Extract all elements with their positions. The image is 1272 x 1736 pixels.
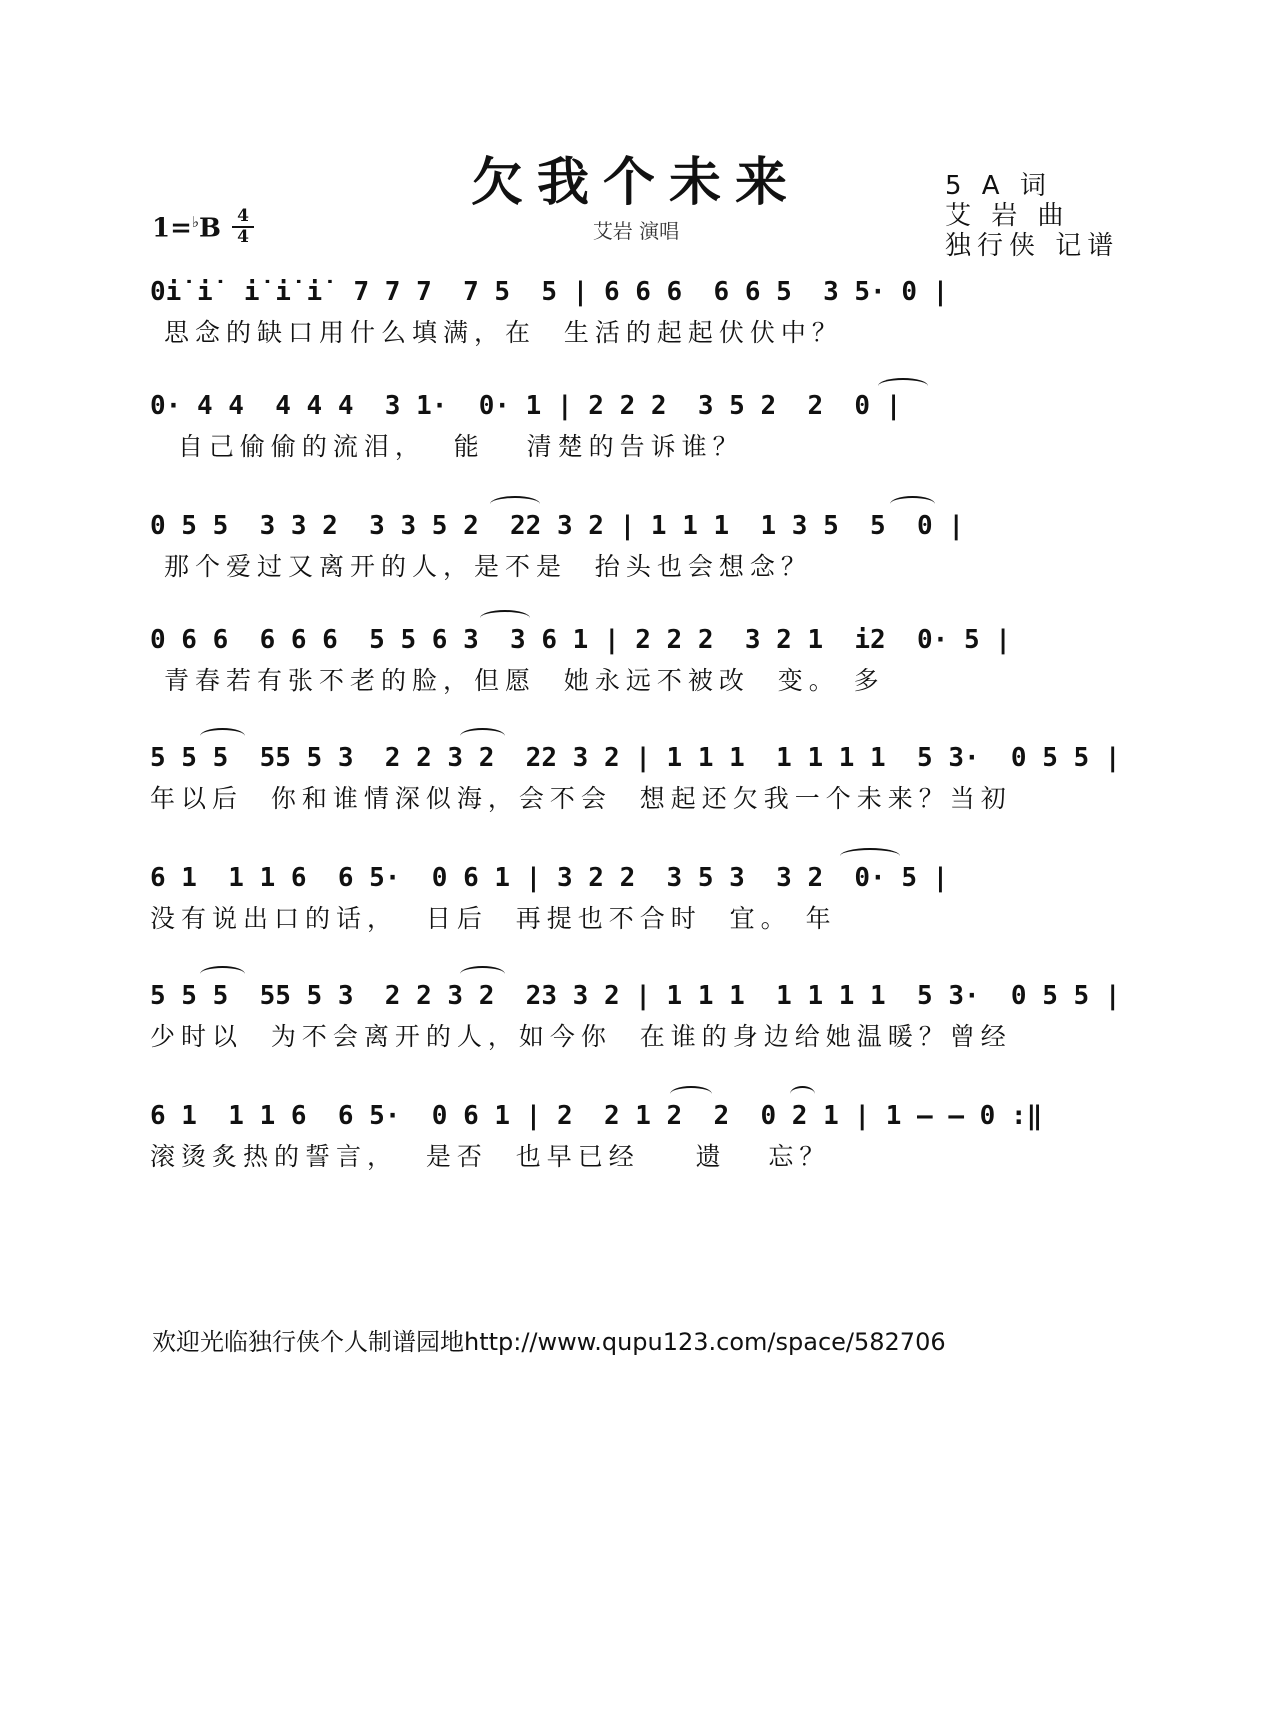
score-system-8 [150, 1096, 1110, 1174]
lyrics-line: 思念的缺口用什么填满，在 生活的起起伏伏中？ [150, 318, 843, 347]
transcriber-credit: 独行侠 记谱 [945, 231, 1120, 261]
lyrics-line: 自己偷偷的流泪， 能 清楚的告诉谁？ [150, 432, 744, 461]
notation-line: 0· 4 4 4 4 4 3 1· 0· 1 | 2 2 2 3 5 2 2 0 | [150, 391, 902, 421]
lyrics-line: 年以后 你和谁情深似海，会不会 想起还欠我一个未来？当初 [150, 784, 1012, 813]
score-system-7 [150, 976, 1121, 1054]
tie-slur [200, 728, 245, 744]
flat-sign: ♭ [191, 213, 199, 231]
tie-slur [670, 1086, 712, 1102]
tie-slur [460, 728, 505, 744]
notation-line: 5 5 5 55 5 3 2 2 3 2 22 3 2 | 1 1 1 1 1 1 1 5 3· 0 5 5 | [150, 743, 1121, 773]
lyrics-line: 少时以 为不会离开的人，如今你 在谁的身边给她温暖？曾经 [150, 1022, 1012, 1051]
lyrics-line: 滚烫炙热的誓言， 是否 也早已经 遗 忘？ [150, 1142, 831, 1171]
tie-slur [460, 966, 505, 982]
lyrics-line: 那个爱过又离开的人，是不是 抬头也会想念？ [150, 552, 812, 581]
score-system-6 [150, 858, 1110, 936]
composer-credit: 艾 岩 曲 [945, 201, 1070, 231]
notation-line: 0 5 5 3 3 2 3 3 5 2 22 3 2 | 1 1 1 1 3 5 5 0 | [150, 511, 964, 541]
tie-slur [890, 496, 935, 512]
time-signature [232, 208, 254, 246]
tie-slur [840, 848, 900, 864]
time-signature-top: 4 [237, 206, 249, 226]
tie-slur [480, 610, 530, 626]
key-prefix: 1= [152, 213, 192, 244]
lyrics-line: 没有说出口的话， 日后 再提也不合时 宜。 年 [150, 904, 837, 933]
score-system-2 [150, 386, 1110, 464]
key-signature [152, 213, 221, 244]
score-system-3 [150, 506, 1110, 584]
score-system-5 [150, 738, 1121, 816]
notation-line: 6 1 1 1 6 6 5· 0 6 1 | 2 2 1 2 2 0 2 1 | 1 – – 0 :‖ [150, 1101, 1043, 1131]
time-signature-bottom: 4 [237, 227, 249, 247]
lyrics-line: 青春若有张不老的脸，但愿 她永远不被改 变。 多 [150, 666, 885, 695]
score-system-1 [150, 272, 1110, 350]
notation-line: 6 1 1 1 6 6 5· 0 6 1 | 3 2 2 3 5 3 3 2 0· 5 | [150, 863, 949, 893]
tie-slur [490, 496, 540, 512]
song-title: 欠我个未来 [470, 152, 801, 213]
tie-slur [878, 378, 928, 394]
notation-line: 0 6 6 6 6 6 5 5 6 3 3 6 1 | 2 2 2 3 2 1 i2 0· 5 | [150, 625, 1011, 655]
score-system-4 [150, 620, 1110, 698]
singer-credit: 艾岩 演唱 [592, 219, 680, 243]
tie-slur [200, 966, 245, 982]
notation-line: 5 5 5 55 5 3 2 2 3 2 23 3 2 | 1 1 1 1 1 1 1 5 3· 0 5 5 | [150, 981, 1121, 1011]
lyricist-credit: 5 A 词 [945, 171, 1052, 201]
website-footer: 欢迎光临独行侠个人制谱园地http://www.qupu123.com/space/582706 [152, 1328, 946, 1356]
key-note: B [198, 213, 221, 244]
tie-slur [790, 1086, 815, 1102]
notation-line: 0i̇ i̇ i̇ i̇ i̇ 7 7 7 7 5 5 | 6 6 6 6 6 5 3 5· 0 | [150, 277, 949, 307]
